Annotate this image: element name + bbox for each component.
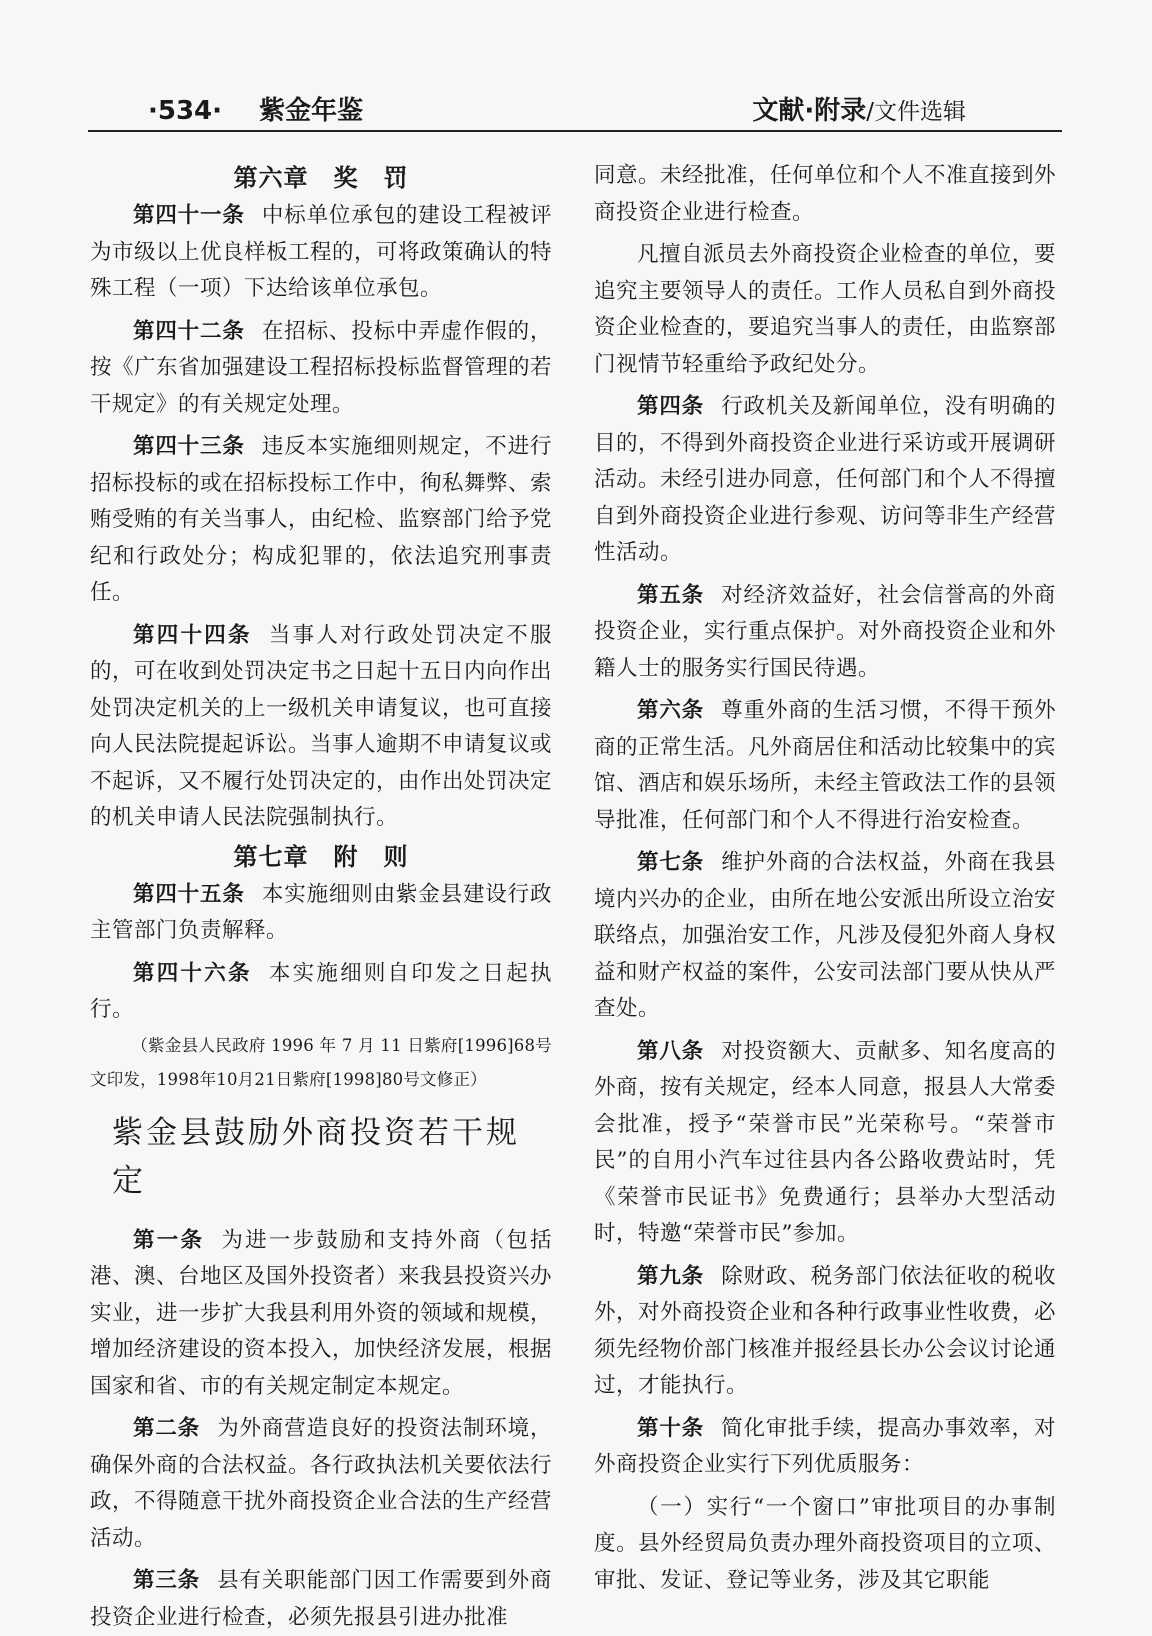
clause-label: 第八条	[637, 1038, 705, 1064]
article-45	[90, 877, 552, 950]
article-label: 第四十二条	[133, 318, 245, 344]
header-left	[148, 90, 363, 127]
chapter-7-title: 第七章 附 则	[233, 842, 409, 871]
clause-6	[594, 693, 1056, 839]
article-text: 当事人对行政处罚决定不服的，可在收到处罚决定书之日起十五日内向作出处罚决定机关的上一级机关申请复议，也可直接向人民法院提起诉讼。当事人逾期不申请复议或不起诉，又不履行处罚决定的，由作出处罚决定的机关申请人民法院强制执行。	[90, 622, 553, 830]
subsection-title: /文件选辑	[866, 99, 966, 125]
clause-label: 第二条	[133, 1416, 201, 1441]
section-title: 文献·附录	[752, 96, 867, 126]
clause-text: 除财政、税务部门依法征收的税收外，对外商投资企业和各种行政事业性收费，必须先经物价部门核准并报经县长办公会议讨论通过，才能执行。	[594, 1263, 1057, 1398]
clause-label: 第十条	[637, 1415, 705, 1441]
clause-label: 第三条	[133, 1568, 201, 1593]
article-label: 第四十一条	[133, 203, 245, 228]
clause-text: 为外商营造良好的投资法制环境，确保外商的合法权益。各行政执法机关要依法行政，不得随意干扰外商投资企业合法的生产经营活动。	[90, 1416, 553, 1551]
article-label: 第四十四条	[133, 622, 252, 648]
clause-5	[594, 578, 1056, 688]
article-label: 第四十三条	[133, 434, 245, 459]
page-header	[88, 86, 1062, 132]
clause-text: 简化审批手续，提高办事效率，对外商投资企业实行下列优质服务：	[594, 1415, 1056, 1477]
clause-label: 第七条	[637, 850, 705, 875]
clause-9	[594, 1259, 1056, 1405]
book-title: 紫金年鉴	[259, 96, 364, 126]
clause-text: 为进一步鼓励和支持外商（包括港、澳、台地区及国外投资者）来我县投资兴办实业，进一步扩大我县利用外资的领域和规模，增加经济建设的资本投入，加快经济发展，根据国家和省、市的有关规定制定本规定。	[90, 1227, 553, 1399]
clause-10	[594, 1411, 1056, 1484]
article-41	[90, 198, 552, 308]
article-text: 在招标、投标中弄虚作假的，按《广东省加强建设工程招标投标监督管理的若干规定》的有关规定处理。	[90, 318, 553, 417]
left-column	[90, 158, 552, 1636]
article-text: 违反本实施细则规定，不进行招标投标的或在招标投标工作中，徇私舞弊、索贿受贿的有关当事人，由纪检、监察部门给予党纪和行政处分；构成犯罪的，依法追究刑事责任。	[90, 434, 553, 605]
right-column	[594, 158, 1056, 1599]
article-43	[90, 429, 552, 612]
clause-text: 对投资额大、贡献多、知名度高的外商，按有关规定，经本人同意，报县人大常委会批准，授予“荣誉市民”光荣称号。“荣誉市民”的自用小汽车过往县内各公路收费站时，凭《荣誉市民证书》免费通行；县举办大型活动时，特邀“荣誉市民”参加。	[594, 1038, 1057, 1246]
clause-3-paragraph-2: 凡擅自派员去外商投资企业检查的单位，要追究主要领导人的责任。工作人员私自到外商投资企业检查的，要追究当事人的责任，由监察部门视情节轻重给予政纪处分。	[594, 242, 1057, 377]
article-text: 本实施细则由紫金县建设行政主管部门负责解释。	[90, 881, 552, 943]
clause-text: 对经济效益好，社会信誉高的外商投资企业，实行重点保护。对外商投资企业和外籍人士的服务实行国民待遇。	[594, 582, 1057, 681]
clause-label: 第五条	[637, 582, 705, 608]
article-42	[90, 314, 552, 424]
clause-text: 维护外商的合法权益，外商在我县境内兴办的企业，由所在地公安派出所设立治安联络点，加强治安工作，凡涉及侵犯外商人身权益和财产权益的案件，公安司法部门要从快从严查处。	[594, 850, 1057, 1021]
clause-label: 第一条	[133, 1227, 205, 1253]
clause-label: 第六条	[637, 698, 705, 723]
clause-text: 尊重外商的生活习惯，不得干预外商的正常生活。凡外商居住和活动比较集中的宾馆、酒店和娱乐场所，未经主管政法工作的县领导批准，任何部门和个人不得进行治安检查。	[594, 698, 1057, 833]
clause-1	[90, 1223, 552, 1406]
issuance-note: （紫金县人民政府 1996 年 7 月 11 日紫府[1996]68号文印发，1998年10月21日紫府[1998]80号文修正）	[90, 1035, 552, 1089]
clause-10-item-1: （一）实行“一个窗口”审批项目的办事制度。县外经贸局负责办理外商投资项目的立项、审批、发证、登记等业务，涉及其它职能	[594, 1494, 1057, 1593]
article-text: 本实施细则自印发之日起执行。	[90, 960, 552, 1022]
clause-2	[90, 1411, 552, 1557]
clause-7	[594, 845, 1056, 1028]
article-label: 第四十五条	[133, 881, 245, 907]
document-title: 紫金县鼓励外商投资若干规定	[112, 1114, 520, 1199]
clause-text: 行政机关及新闻单位，没有明确的目的，不得到外商投资企业进行采访或开展调研活动。未经引进办同意，任何部门和个人不得擅自到外商投资企业进行参观、访问等非生产经营性活动。	[594, 394, 1057, 565]
chapter-6-title: 第六章 奖 罚	[233, 164, 409, 192]
clause-text: 县有关职能部门因工作需要到外商投资企业进行检查，必须先报县引进办批准	[90, 1568, 552, 1630]
clause-4	[594, 389, 1056, 572]
header-right	[752, 90, 966, 127]
article-46	[90, 956, 552, 1029]
clause-label: 第九条	[637, 1263, 705, 1289]
clause-8	[594, 1034, 1056, 1253]
clause-label: 第四条	[637, 394, 705, 419]
article-label: 第四十六条	[133, 960, 252, 986]
page-number: ·534·	[148, 96, 223, 126]
clause-3-continued: 同意。未经批准，任何单位和个人不准直接到外商投资企业进行检查。	[594, 163, 1057, 225]
article-text: 中标单位承包的建设工程被评为市级以上优良样板工程的，可将政策确认的特殊工程（一项）下达给该单位承包。	[90, 203, 553, 301]
article-44	[90, 618, 552, 837]
